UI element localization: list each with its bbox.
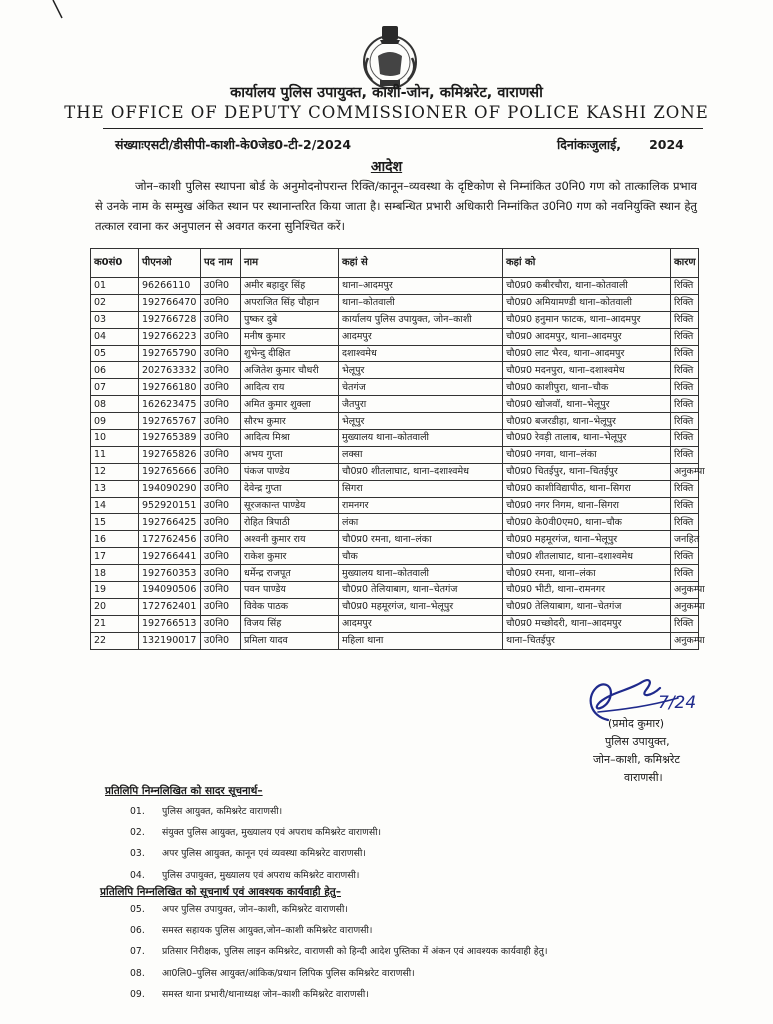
cell-serial: 06	[91, 362, 139, 379]
col-post: पद नाम	[201, 249, 241, 278]
police-emblem-icon	[358, 18, 422, 92]
col-name: नाम	[241, 249, 339, 278]
cell-reason: अनुकम्पा	[671, 632, 699, 649]
signatory-zone: जोन–काशी, कमिश्नरेट	[593, 753, 680, 766]
cell-to: चौ0प्र0 आदमपुर, थाना–आदमपुर	[503, 328, 671, 345]
cell-from: थाना–आदमपुर	[339, 278, 503, 295]
cell-reason: रिक्ति	[671, 311, 699, 328]
cell-serial: 01	[91, 278, 139, 295]
cell-pno: 192765767	[139, 413, 201, 430]
cell-reason: रिक्ति	[671, 345, 699, 362]
cell-pno: 192766425	[139, 514, 201, 531]
cell-to: चौ0प्र0 काशीपुरा, थाना–चौक	[503, 379, 671, 396]
order-date	[557, 136, 684, 153]
signatory-city: वाराणसी।	[624, 771, 663, 784]
cell-pno: 192760353	[139, 565, 201, 582]
cell-serial: 04	[91, 328, 139, 345]
cc-heading-action: प्रतिलिपि निम्नलिखित को सूचनार्थ एवं आवश्यक कार्यवाही हेतु–	[100, 886, 342, 898]
pen-mark	[52, 0, 64, 20]
cell-from: चौ0प्र0 शीतलाघाट, थाना–दशाश्वमेध	[339, 463, 503, 480]
cell-serial: 21	[91, 615, 139, 632]
table-row	[91, 598, 699, 615]
cell-to: चौ0प्र0 लाट भैरव, थाना–आदमपुर	[503, 345, 671, 362]
cell-post: उ0नि0	[201, 328, 241, 345]
cell-serial: 18	[91, 565, 139, 582]
cell-pno: 194090506	[139, 582, 201, 599]
cell-name: पुष्कर दुबे	[241, 311, 339, 328]
signatory-designation: पुलिस उपायुक्त,	[605, 735, 670, 748]
cell-pno: 172762456	[139, 531, 201, 548]
cell-to: चौ0प्र0 भीटी, थाना–रामनगर	[503, 582, 671, 599]
cell-from: चौ0प्र0 रमना, थाना–लंका	[339, 531, 503, 548]
hindi-office-title: कार्यालय पुलिस उपायुक्त, काशी-जोन, कमिश्नरेट, वाराणसी	[230, 85, 543, 101]
cell-serial: 22	[91, 632, 139, 649]
table-row	[91, 345, 699, 362]
cell-name: आदित्य मिश्रा	[241, 430, 339, 447]
cell-to: चौ0प्र0 महमूरगंज, थाना–भेलूपुर	[503, 531, 671, 548]
cell-reason: रिक्ति	[671, 565, 699, 582]
cell-pno: 192766223	[139, 328, 201, 345]
cell-to: चौ0प्र0 हनुमान फाटक, थाना–आदमपुर	[503, 311, 671, 328]
cell-to: चौ0प्र0 कबीरचौरा, थाना–कोतवाली	[503, 278, 671, 295]
cell-from: आदमपुर	[339, 615, 503, 632]
cell-post: उ0नि0	[201, 311, 241, 328]
cell-pno: 192766441	[139, 548, 201, 565]
cell-pno: 132190017	[139, 632, 201, 649]
cell-to: चौ0प्र0 के0वी0एम0, थाना–चौक	[503, 514, 671, 531]
header-divider	[103, 128, 703, 129]
cell-serial: 16	[91, 531, 139, 548]
cell-pno: 192766513	[139, 615, 201, 632]
cell-name: धर्मेन्द्र राजपूत	[241, 565, 339, 582]
date-label: दिनांकःजुलाई,	[557, 137, 622, 152]
col-serial: क0सं0	[91, 249, 139, 278]
cell-from: दशाश्वमेध	[339, 345, 503, 362]
col-pno: पीएनओ	[139, 249, 201, 278]
cell-from: कार्यालय पुलिस उपायुक्त, जोन–काशी	[339, 311, 503, 328]
cell-from: मुख्यालय थाना–कोतवाली	[339, 430, 503, 447]
cell-name: अश्वनी कुमार राय	[241, 531, 339, 548]
cell-name: विजय सिंह	[241, 615, 339, 632]
cell-pno: 202763332	[139, 362, 201, 379]
list-item: 07. प्रतिसार निरीक्षक, पुलिस लाइन कमिश्नरेट, वाराणसी को हिन्दी आदेश पुस्तिका में अंकन एवं आवश्यक कार्यवाही हेतु।	[130, 946, 548, 958]
cell-from: चौ0प्र0 तेलियाबाग, थाना–चेतगंज	[339, 582, 503, 599]
cell-to: चौ0प्र0 खोजवॉ, थाना–भेलूपुर	[503, 396, 671, 413]
cell-name: अमित कुमार शुक्ला	[241, 396, 339, 413]
cell-post: उ0नि0	[201, 463, 241, 480]
cell-to: चौ0प्र0 तेलियाबाग, थाना–चेतगंज	[503, 598, 671, 615]
cell-reason: रिक्ति	[671, 278, 699, 295]
cell-to: चौ0प्र0 रेवड़ी तालाब, थाना–भेलूपुर	[503, 430, 671, 447]
cell-from: चौ0प्र0 महमूरगंज, थाना–भेलूपुर	[339, 598, 503, 615]
cell-to: चौ0प्र0 मदनपुरा, थाना–दशाश्वमेध	[503, 362, 671, 379]
cell-post: उ0नि0	[201, 413, 241, 430]
cell-post: उ0नि0	[201, 497, 241, 514]
cell-name: अजितेश कुमार चौधरी	[241, 362, 339, 379]
cell-name: पवन पाण्डेय	[241, 582, 339, 599]
table-row	[91, 362, 699, 379]
cell-pno: 952920151	[139, 497, 201, 514]
table-row	[91, 311, 699, 328]
cell-pno: 192766470	[139, 294, 201, 311]
english-office-title: THE OFFICE OF DEPUTY COMMISSIONER OF POLICE KASHI ZONE	[64, 103, 709, 122]
cell-reason: रिक्ति	[671, 497, 699, 514]
cell-post: उ0नि0	[201, 430, 241, 447]
cell-serial: 17	[91, 548, 139, 565]
cell-post: उ0नि0	[201, 446, 241, 463]
cell-to: थाना–चितईपुर	[503, 632, 671, 649]
cell-reason: रिक्ति	[671, 413, 699, 430]
cell-name: आदित्य राय	[241, 379, 339, 396]
cc-list-info	[130, 803, 381, 888]
cell-pno: 192765389	[139, 430, 201, 447]
cell-pno: 192765790	[139, 345, 201, 362]
cell-to: चौ0प्र0 चितईपुर, थाना–चितईपुर	[503, 463, 671, 480]
cell-from: आदमपुर	[339, 328, 503, 345]
col-to: कहां को	[503, 249, 671, 278]
cell-post: उ0नि0	[201, 480, 241, 497]
cell-reason: रिक्ति	[671, 430, 699, 447]
reference-number: संख्याःएसटी/डीसीपी-काशी-के0जेड0-टी-2/2024	[115, 137, 352, 152]
cell-post: उ0नि0	[201, 615, 241, 632]
cell-name: राकेश कुमार	[241, 548, 339, 565]
list-item: 08. आ0लि0–पुलिस आयुक्त/आंकिक/प्रधान लिपिक पुलिस कमिश्नरेट वाराणसी।	[130, 967, 415, 979]
cell-pno: 192766180	[139, 379, 201, 396]
cell-post: उ0नि0	[201, 531, 241, 548]
cell-to: चौ0प्र0 रमना, थाना–लंका	[503, 565, 671, 582]
cell-reason: रिक्ति	[671, 379, 699, 396]
cell-post: उ0नि0	[201, 379, 241, 396]
cell-post: उ0नि0	[201, 514, 241, 531]
cell-name: शुभेन्दु दीक्षित	[241, 345, 339, 362]
cell-serial: 09	[91, 413, 139, 430]
cell-from: भेलूपुर	[339, 413, 503, 430]
cell-name: रोहित त्रिपाठी	[241, 514, 339, 531]
cell-reason: रिक्ति	[671, 548, 699, 565]
cell-from: जैतपुरा	[339, 396, 503, 413]
cell-to: चौ0प्र0 अमियामण्डी थाना–कोतवाली	[503, 294, 671, 311]
cell-pno: 192765666	[139, 463, 201, 480]
cell-post: उ0नि0	[201, 598, 241, 615]
cell-post: उ0नि0	[201, 362, 241, 379]
list-item: 02. संयुक्त पुलिस आयुक्त, मुख्यालय एवं अपराध कमिश्नरेट वाराणसी।	[130, 827, 382, 839]
cell-pno: 194090290	[139, 480, 201, 497]
table-row	[91, 632, 699, 649]
cell-to: चौ0प्र0 बजरडीहा, थाना–भेलूपुर	[503, 413, 671, 430]
cell-reason: रिक्ति	[671, 514, 699, 531]
cc-list-action	[130, 901, 547, 1007]
cell-serial: 08	[91, 396, 139, 413]
cell-from: चौक	[339, 548, 503, 565]
cell-name: सौरभ कुमार	[241, 413, 339, 430]
date-year: 2024	[649, 137, 684, 152]
cell-serial: 11	[91, 446, 139, 463]
table-row	[91, 615, 699, 632]
cell-post: उ0नि0	[201, 294, 241, 311]
cell-reason: जनहित	[671, 531, 699, 548]
col-from: कहां से	[339, 249, 503, 278]
cell-from: सिगरा	[339, 480, 503, 497]
list-item: 01. पुलिस आयुक्त, कमिश्नरेट वाराणसी।	[130, 806, 283, 817]
table-row	[91, 294, 699, 311]
cell-name: अपराजित सिंह चौहान	[241, 294, 339, 311]
transfer-table	[90, 248, 705, 650]
table-row	[91, 548, 699, 565]
cell-serial: 19	[91, 582, 139, 599]
table-row	[91, 413, 699, 430]
cell-reason: अनुकम्पा	[671, 463, 699, 480]
cell-from: लंका	[339, 514, 503, 531]
cell-serial: 13	[91, 480, 139, 497]
cell-serial: 10	[91, 430, 139, 447]
cell-from: रामनगर	[339, 497, 503, 514]
cell-serial: 05	[91, 345, 139, 362]
cell-reason: रिक्ति	[671, 294, 699, 311]
cell-post: उ0नि0	[201, 582, 241, 599]
cell-name: पंकज पाण्डेय	[241, 463, 339, 480]
cell-post: उ0नि0	[201, 565, 241, 582]
table-row	[91, 531, 699, 548]
cell-name: देवेन्द्र गुप्ता	[241, 480, 339, 497]
cell-to: चौ0प्र0 काशीविद्यापीठ, थाना–सिगरा	[503, 480, 671, 497]
table-row	[91, 463, 699, 480]
cell-reason: रिक्ति	[671, 328, 699, 345]
order-title: आदेश	[370, 159, 403, 175]
table-body	[91, 278, 705, 650]
table-row	[91, 379, 699, 396]
cell-pno: 192765826	[139, 446, 201, 463]
cell-from: भेलूपुर	[339, 362, 503, 379]
signature-date: 7/24	[658, 693, 697, 713]
cc-heading-info: प्रतिलिपि निम्नलिखित को सादर सूचनार्थ–	[105, 785, 263, 797]
cell-post: उ0नि0	[201, 396, 241, 413]
list-item: 09. समस्त थाना प्रभारी/थानाध्यक्ष जोन–काशी कमिश्नरेट वाराणसी।	[130, 988, 369, 1000]
table-row	[91, 565, 699, 582]
cell-reason: रिक्ति	[671, 615, 699, 632]
cell-serial: 02	[91, 294, 139, 311]
cell-reason: रिक्ति	[671, 362, 699, 379]
table-row	[91, 328, 699, 345]
cell-to: चौ0प्र0 मच्छोदरी, थाना–आदमपुर	[503, 615, 671, 632]
table-row	[91, 430, 699, 447]
table-row	[91, 446, 699, 463]
cell-serial: 15	[91, 514, 139, 531]
cell-reason: रिक्ति	[671, 396, 699, 413]
cell-name: विवेक पाठक	[241, 598, 339, 615]
signatory-name: (प्रमोद कुमार)	[608, 717, 664, 730]
cell-from: चेतगंज	[339, 379, 503, 396]
table-row	[91, 497, 699, 514]
table-row	[91, 514, 699, 531]
cell-to: चौ0प्र0 नगर निगम, थाना–सिगरा	[503, 497, 671, 514]
cell-post: उ0नि0	[201, 548, 241, 565]
cell-name: प्रमिला यादव	[241, 632, 339, 649]
cell-serial: 03	[91, 311, 139, 328]
list-item: 05. अपर पुलिस उपायुक्त, जोन–काशी, कमिश्नरेट वाराणसी।	[130, 904, 348, 915]
table-row	[91, 582, 699, 599]
cell-pno: 172762401	[139, 598, 201, 615]
cell-pno: 192766728	[139, 311, 201, 328]
table-row	[91, 480, 699, 497]
cell-serial: 07	[91, 379, 139, 396]
cell-name: अभय गुप्ता	[241, 446, 339, 463]
list-item: 06. समस्त सहायक पुलिस आयुक्त,जोन–काशी कमिश्नरेट वाराणसी।	[130, 925, 373, 937]
cell-from: मुख्यालय थाना–कोतवाली	[339, 565, 503, 582]
table-header-row	[91, 249, 699, 278]
col-reason: कारण	[671, 249, 699, 278]
cell-post: उ0नि0	[201, 278, 241, 295]
cell-reason: अनुकम्पा	[671, 582, 699, 599]
cell-reason: अनुकम्पा	[671, 598, 699, 615]
cell-pno: 96266110	[139, 278, 201, 295]
cell-reason: रिक्ति	[671, 480, 699, 497]
cell-name: मनीष कुमार	[241, 328, 339, 345]
cell-post: उ0नि0	[201, 632, 241, 649]
cell-pno: 162623475	[139, 396, 201, 413]
list-item: 03. अपर पुलिस आयुक्त, कानून एवं व्यवस्था कमिश्नरेट वाराणसी।	[130, 848, 366, 860]
cell-from: महिला थाना	[339, 632, 503, 649]
table-row	[91, 278, 699, 295]
list-item: 04. पुलिस उपायुक्त, मुख्यालय एवं अपराध कमिश्नरेट वाराणसी।	[130, 869, 360, 881]
cell-serial: 20	[91, 598, 139, 615]
cell-name: अमीर बहादुर सिंह	[241, 278, 339, 295]
cell-to: चौ0प्र0 नगवा, थाना–लंका	[503, 446, 671, 463]
cell-serial: 12	[91, 463, 139, 480]
cell-from: थाना–कोतवाली	[339, 294, 503, 311]
cell-to: चौ0प्र0 शीतलाघाट, थाना–दशाश्वमेध	[503, 548, 671, 565]
cell-serial: 14	[91, 497, 139, 514]
cell-name: सूरजकान्त पाण्डेय	[241, 497, 339, 514]
cell-reason: रिक्ति	[671, 446, 699, 463]
order-paragraph: जोन–काशी पुलिस स्थापना बोर्ड के अनुमोदनोपरान्त रिक्ति/कानून–व्यवस्था के दृष्टिकोण से निम्नांकित उ0नि0 गण को तात्कालिक प्रभाव से उनके नाम के सम्मुख अंकित स्थान पर स्थानान्तरित किया जाता है। सम्बन्धित प्रभारी अधिकारी निम्नांकित उ0नि0 गण को नवनियुक्ति स्थान हेतु तत्काल रवाना कर अनुपालन से अवगत करना सुनिश्चित करें।	[95, 179, 697, 233]
table-row	[91, 396, 699, 413]
cell-from: लक्सा	[339, 446, 503, 463]
cell-post: उ0नि0	[201, 345, 241, 362]
